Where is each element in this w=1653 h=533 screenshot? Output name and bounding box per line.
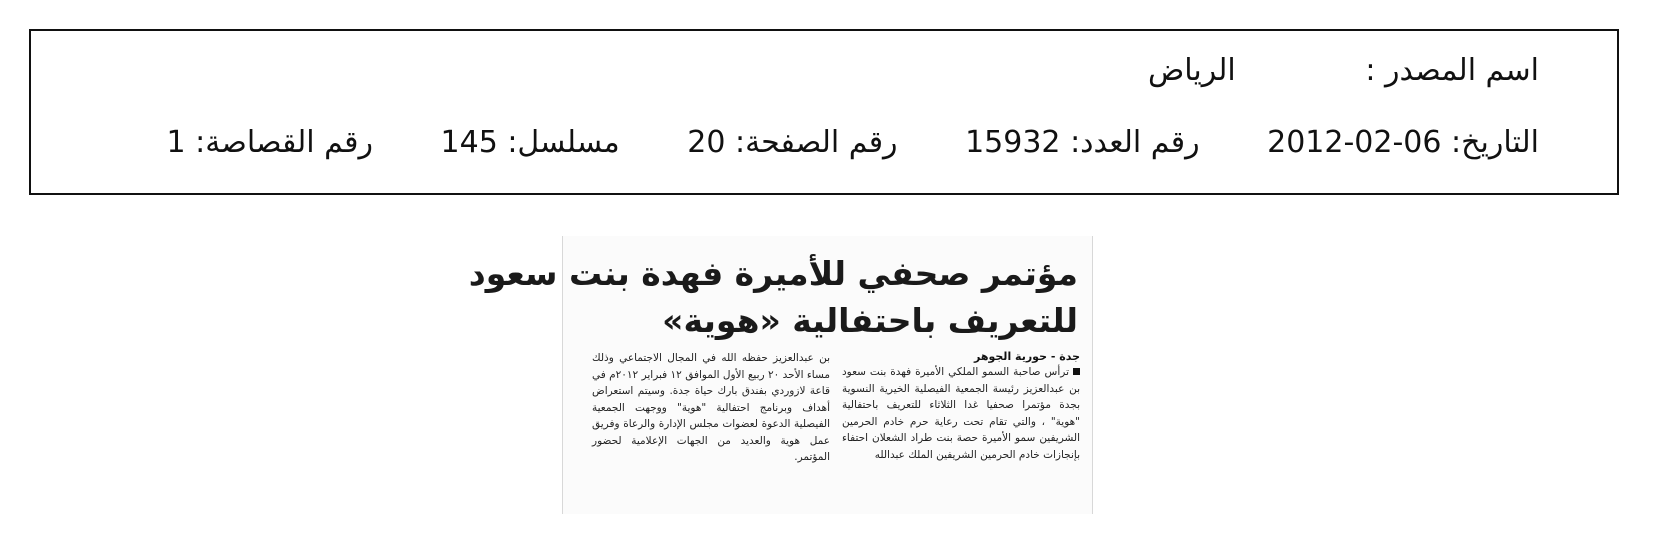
date-value: 2012-02-06 [1267,125,1442,160]
clip-number-label: رقم القصاصة: [195,125,373,160]
clipping-metadata-box [29,29,1619,195]
byline: جدة - حورية الجوهر [974,350,1080,363]
article-column-right [842,364,1080,463]
page-label: رقم الصفحة: [734,125,898,160]
article-column-right-text: ترأس صاحبة السمو الملكي الأميرة فهدة بنت سعود بن عبدالعزيز رئيسة الجمعية الفيصلية الخيرية النسوية بجدة مؤتمرا صحفيا غدا الثلاثاء للتعريف باحتفالية "هوية" ، والتي تقام تحت رعاية حرم خادم الحرمين الشريفين سمو الأميرة حصة بنت طراد الشعلان احتفاء بإنجازات خادم الحرمين الشريفين الملك عبدالله [842,366,1080,461]
source-row [1148,53,1539,89]
serial-value: 145 [440,125,498,160]
article-column-left: بن عبدالعزيز حفظه الله في المجال الاجتماعي وذلك مساء الأحد ٢٠ ربيع الأول الموافق ١٢ فبراير ٢٠١٢م في قاعة لازوردي بفندق بارك حياة جدة. وسيتم استعراض أهداف وبرنامج احتفالية "هوية" ووجهت الجمعية الفيصلية الدعوة لعضوات مجلس الإدارة والرعاة وفريق عمل هوية والعديد من الجهات الإعلامية لحضور المؤتمر. [592,352,830,463]
source-label: اسم المصدر : [1365,53,1539,88]
date-field [1267,125,1539,161]
headline-line-1: مؤتمر صحفي للأميرة فهدة بنت سعود [468,254,1078,293]
serial-field [441,125,620,161]
serial-label: مسلسل: [507,125,620,160]
page-field [687,125,897,161]
issue-label: رقم العدد: [1070,125,1200,160]
clip-number-value: 1 [166,125,186,160]
page-value: 20 [687,125,726,160]
clip-number-field [167,125,373,161]
headline-line-2: للتعريف باحتفالية «هوية» [662,301,1078,340]
issue-value: 15932 [965,125,1061,160]
source-value: الرياض [1147,53,1236,88]
issue-field [965,125,1199,161]
details-row [167,125,1539,161]
newspaper-clipping [468,236,1093,514]
bullet-icon [1073,368,1080,375]
date-label: التاريخ: [1451,125,1539,160]
